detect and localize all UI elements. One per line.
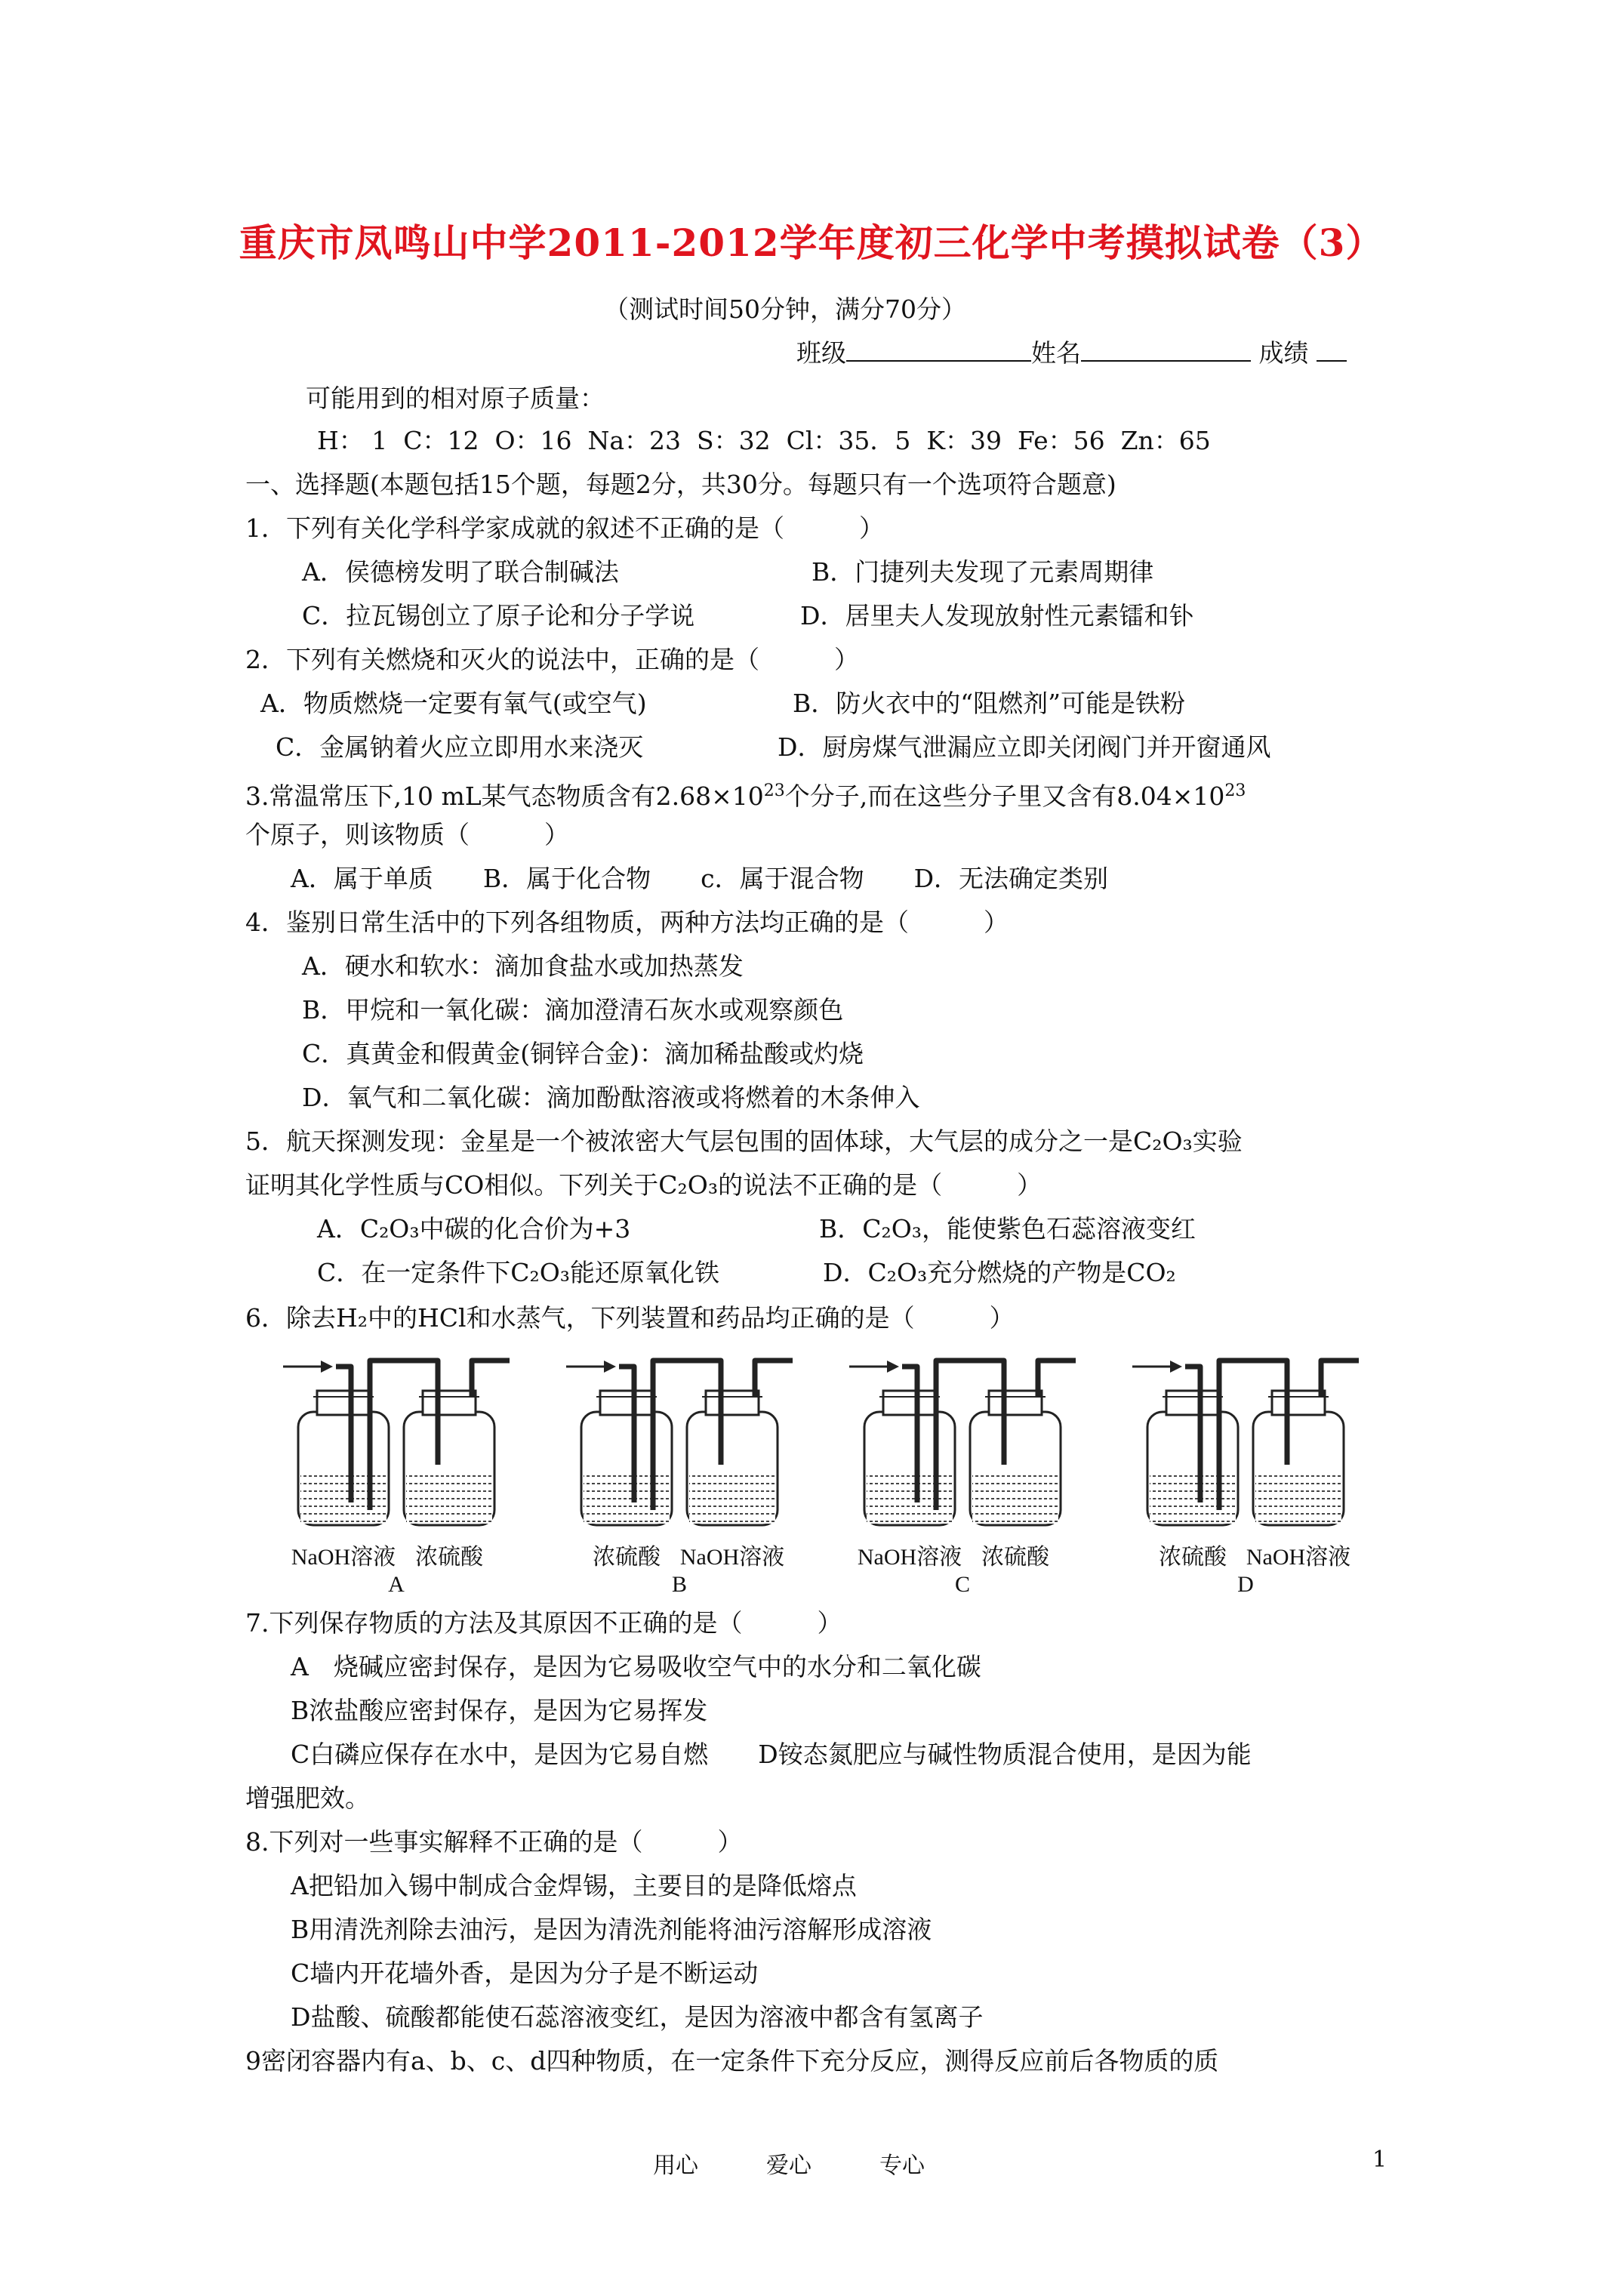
wash-bottle-left (581, 1391, 672, 1525)
wash-bottle-right (970, 1391, 1061, 1525)
wash-bottle-right (404, 1391, 494, 1525)
q7-stem: 7.下列保存物质的方法及其原因不正确的是（ ） (245, 1608, 842, 1638)
q5-option-d: D．C₂O₃充分燃烧的产物是CO₂ (823, 1258, 1176, 1287)
q3-stem-cont: 个原子，则该物质（ ） (245, 820, 569, 849)
wash-bottle-left (1147, 1391, 1238, 1525)
q7-option-a: A 烧碱应密封保存，是因为它易吸收空气中的水分和二氧化碳 (291, 1652, 981, 1681)
q3-stem-part2: 个分子,而在这些分子里又含有8.04×10 (784, 781, 1225, 811)
option-letter: D (1237, 1572, 1254, 1597)
apparatus-setup (849, 1361, 1076, 1525)
q5-line1: 5．航天探测发现：金星是一个被浓密大气层包围的固体球，大气层的成分之一是C₂O₃实验 (245, 1126, 1243, 1156)
page-number: 1 (1372, 2147, 1387, 2173)
q3-stem-part1: 3.常温常压下,10 mL某气态物质含有2.68×10 (245, 781, 764, 811)
q1-option-a: A．侯德榜发明了联合制碱法 (302, 557, 619, 587)
score-label: 成绩 (1258, 338, 1309, 368)
q2-option-d: D．厨房煤气泄漏应立即关闭阀门并开窗通风 (778, 732, 1271, 762)
name-label: 姓名 (1031, 338, 1081, 368)
reagent-label-right: 浓硫酸 (981, 1545, 1049, 1570)
wash-bottle-right (687, 1391, 778, 1525)
reagent-label-right: 浓硫酸 (415, 1545, 483, 1570)
footer-motto: 用心 爱心 专心 (653, 2153, 925, 2179)
option-letter: B (671, 1572, 688, 1597)
outlet-tube (1321, 1361, 1359, 1397)
atomic-masses: H： 1 C：12 O：16 Na：23 S：32 Cl：35．5 K：39 Fe：56 Zn：65 (317, 426, 1211, 455)
q2-option-a: A．物质燃烧一定要有氧气(或空气) (260, 689, 647, 718)
q6-stem: 6．除去H₂中的HCl和水蒸气，下列装置和药品均正确的是（ ） (245, 1303, 1015, 1333)
apparatus-setup (1132, 1361, 1359, 1525)
reagent-label-left: NaOH溶液 (291, 1545, 396, 1570)
q1-stem: 1．下列有关化学科学家成就的叙述不正确的是（ ） (245, 513, 884, 543)
q3-exponent-2: 23 (1224, 781, 1246, 800)
option-letter: C (954, 1572, 971, 1597)
student-info-row (796, 337, 1347, 370)
page-title: 重庆市凤鸣山中学2011-2012学年度初三化学中考摸拟试卷（3） (239, 220, 1384, 265)
q9-stem: 9密闭容器内有a、b、c、d四种物质，在一定条件下充分反应，测得反应前后各物质的质 (245, 2046, 1219, 2076)
apparatus-setup (566, 1361, 793, 1525)
reagent-label-right: NaOH溶液 (679, 1545, 785, 1570)
atomic-mass-label: 可能用到的相对原子质量： (306, 384, 605, 413)
q5-option-c: C．在一定条件下C₂O₃能还原氧化铁 (317, 1258, 720, 1287)
q2-stem: 2．下列有关燃烧和灭火的说法中，正确的是（ ） (245, 645, 859, 674)
q4-option-c: C．真黄金和假黄金(铜锌合金)：滴加稀盐酸或灼烧 (302, 1039, 864, 1068)
q3-stem (245, 775, 1246, 813)
reagent-label-left: NaOH溶液 (857, 1545, 962, 1570)
gas-inlet-arrow (283, 1361, 333, 1373)
q8-option-c: C墙内开花墙外香，是因为分子是不断运动 (291, 1959, 759, 1988)
exam-subtitle: （测试时间50分钟，满分70分） (604, 294, 966, 324)
reagent-label-left: 浓硫酸 (1159, 1545, 1227, 1570)
gas-washing-apparatus-figure (268, 1351, 1400, 1601)
gas-inlet-arrow (849, 1361, 899, 1373)
q5-line2: 证明其化学性质与CO相似。下列关于C₂O₃的说法不正确的是（ ） (245, 1170, 1042, 1200)
q2-option-b: B．防火衣中的“阻燃剂”可能是铁粉 (793, 689, 1185, 718)
q3-exponent-1: 23 (763, 781, 785, 800)
apparatus-setup (283, 1361, 510, 1525)
reagent-label-right: NaOH溶液 (1246, 1545, 1351, 1570)
q4-option-d: D．氧气和二氧化碳：滴加酚酞溶液或将燃着的木条伸入 (302, 1083, 920, 1112)
class-blank[interactable] (846, 337, 1031, 362)
wash-bottle-right (1253, 1391, 1344, 1525)
outlet-tube (755, 1361, 793, 1397)
q5-option-a: A．C₂O₃中碳的化合价为+3 (317, 1214, 631, 1244)
q5-option-b: B．C₂O₃，能使紫色石蕊溶液变红 (819, 1214, 1196, 1244)
q4-option-a: A．硬水和软水：滴加食盐水或加热蒸发 (302, 951, 744, 981)
gas-inlet-arrow (1132, 1361, 1182, 1373)
q1-option-b: B．门捷列夫发现了元素周期律 (812, 557, 1154, 587)
q1-option-d: D．居里夫人发现放射性元素镭和钋 (800, 601, 1194, 630)
wash-bottle-left (864, 1391, 955, 1525)
q7-option-b: B浓盐酸应密封保存，是因为它易挥发 (291, 1696, 708, 1725)
gas-inlet-arrow (566, 1361, 616, 1373)
reagent-label-left: 浓硫酸 (593, 1545, 661, 1570)
q7-continuation: 增强肥效。 (245, 1783, 370, 1813)
section-heading: 一、选择题(本题包括15个题，每题2分，共30分。每题只有一个选项符合题意) (245, 470, 1116, 499)
name-blank[interactable] (1081, 337, 1251, 362)
q8-stem: 8.下列对一些事实解释不正确的是（ ） (245, 1827, 743, 1857)
q3-options: A．属于单质 B．属于化合物 c．属于混合物 D．无法确定类别 (291, 864, 1109, 893)
class-label: 班级 (796, 338, 846, 368)
q8-option-b: B用清洗剂除去油污，是因为清洗剂能将油污溶解形成溶液 (291, 1915, 932, 1944)
wash-bottle-left (298, 1391, 389, 1525)
q2-option-c: C．金属钠着火应立即用水来浇灭 (276, 732, 644, 762)
outlet-tube (1038, 1361, 1076, 1397)
q8-option-a: A把铅加入锡中制成合金焊锡，主要目的是降低熔点 (291, 1871, 857, 1900)
score-blank[interactable] (1317, 337, 1347, 362)
q4-option-b: B．甲烷和一氧化碳：滴加澄清石灰水或观察颜色 (302, 995, 844, 1025)
q1-option-c: C．拉瓦锡创立了原子论和分子学说 (302, 601, 695, 630)
q8-option-d: D盐酸、硫酸都能使石蕊溶液变红，是因为溶液中都含有氢离子 (291, 2002, 984, 2032)
q7-option-cd: C白磷应保存在水中，是因为它易自燃 D铵态氮肥应与碱性物质混合使用，是因为能 (291, 1740, 1252, 1769)
outlet-tube (472, 1361, 510, 1397)
q4-stem: 4．鉴别日常生活中的下列各组物质，两种方法均正确的是（ ） (245, 908, 1009, 937)
option-letter: A (388, 1572, 405, 1597)
